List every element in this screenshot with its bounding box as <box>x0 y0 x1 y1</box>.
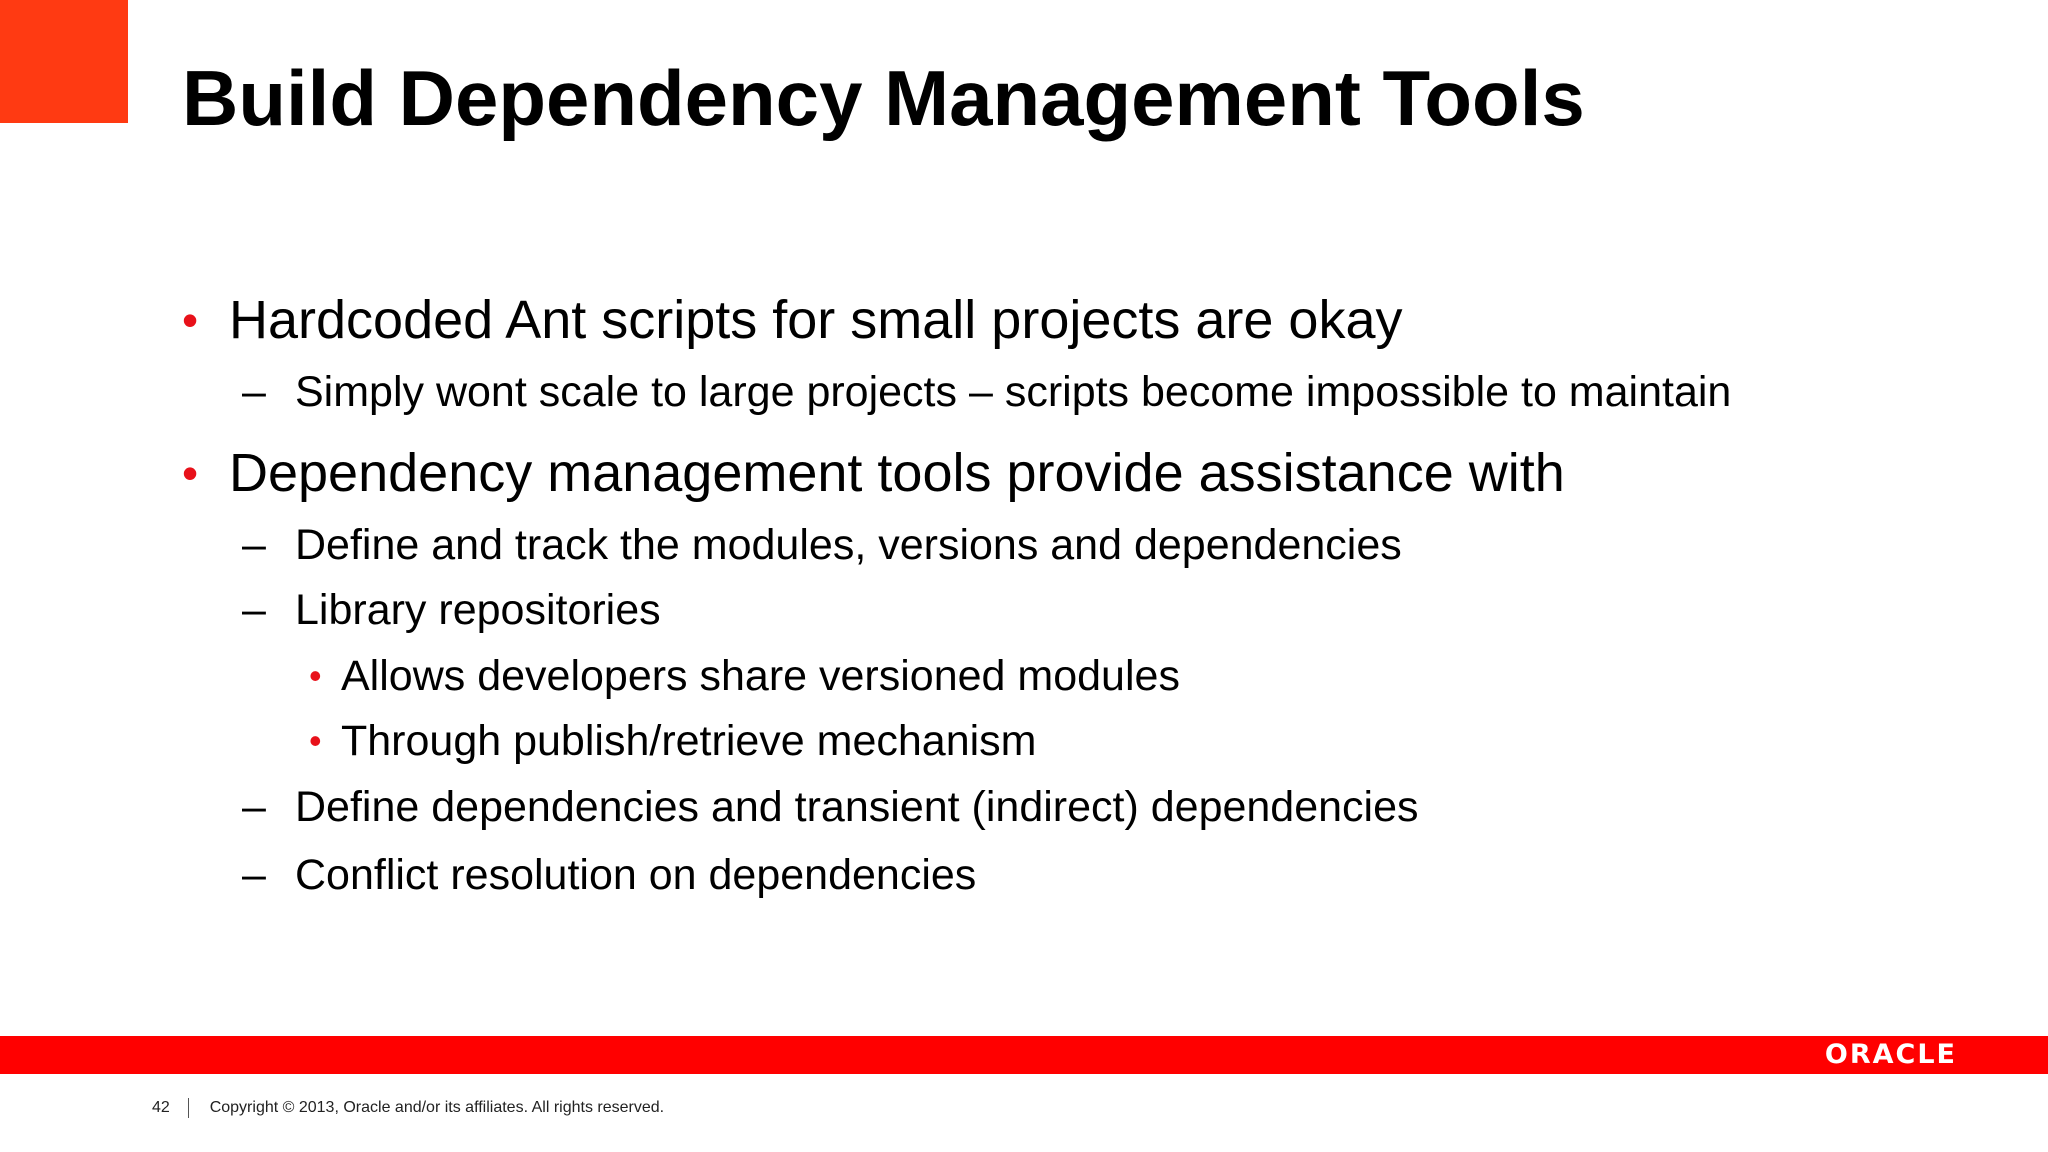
oracle-logo: ORACLE <box>1824 1039 1957 1070</box>
sub-bullet-text: Define and track the modules, versions and dependencies <box>295 521 1402 569</box>
dash-icon: – <box>242 783 266 831</box>
sub-bullet-item <box>242 781 1419 833</box>
sub-bullet-text: Simply wont scale to large projects – scripts become impossible to maintain <box>295 368 1732 416</box>
sub-bullet-item <box>242 519 1402 571</box>
sub-sub-bullet-text: Allows developers share versioned modules <box>341 652 1180 700</box>
sub-sub-bullet-text: Through publish/retrieve mechanism <box>341 717 1037 765</box>
footer-red-band <box>0 1036 2048 1074</box>
dash-icon: – <box>242 586 266 634</box>
footer-divider <box>188 1098 189 1118</box>
sub-bullet-item <box>242 849 976 901</box>
bullet-text: Hardcoded Ant scripts for small projects are okay <box>229 290 1403 350</box>
page-number: 42 <box>152 1099 170 1116</box>
bullet-icon: • <box>309 720 322 761</box>
slide-title: Build Dependency Management Tools <box>182 54 1585 142</box>
sub-sub-bullet-item <box>309 650 1180 702</box>
bullet-text: Dependency management tools provide assistance with <box>229 443 1565 503</box>
bullet-item <box>182 288 1403 352</box>
dash-icon: – <box>242 851 266 899</box>
sub-bullet-text: Define dependencies and transient (indirect) dependencies <box>295 783 1419 831</box>
bullet-icon: • <box>182 447 199 499</box>
dash-icon: – <box>242 368 266 416</box>
sub-bullet-item <box>242 366 1731 418</box>
copyright-text: Copyright © 2013, Oracle and/or its affiliates. All rights reserved. <box>209 1099 665 1116</box>
dash-icon: – <box>242 521 266 569</box>
sub-sub-bullet-item <box>309 715 1037 767</box>
bullet-icon: • <box>309 655 322 696</box>
bullet-item <box>182 441 1565 505</box>
slide-footer <box>152 1096 664 1120</box>
bullet-icon: • <box>182 294 199 346</box>
sub-bullet-item <box>242 584 661 636</box>
sub-bullet-text: Conflict resolution on dependencies <box>295 851 977 899</box>
sub-bullet-text: Library repositories <box>295 586 661 634</box>
